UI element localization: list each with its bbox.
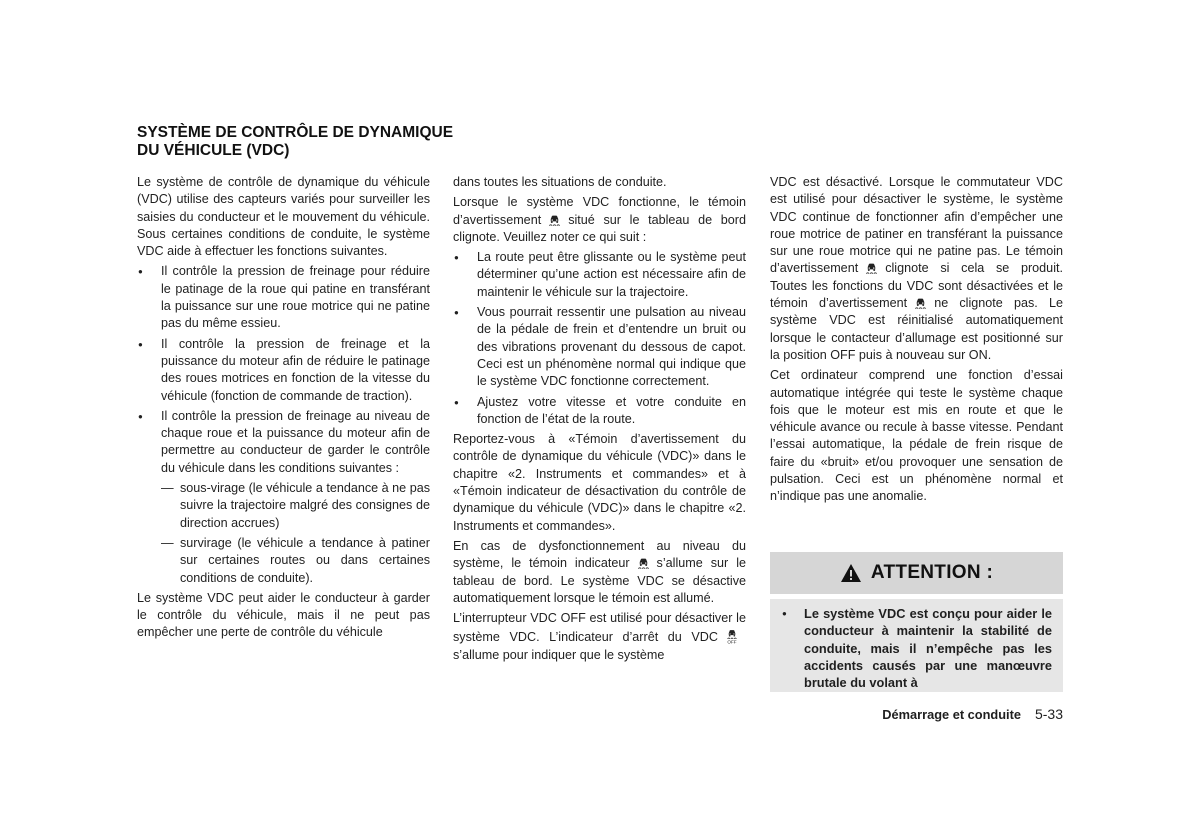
text-run: ne clignote pas. Le système VDC est réinitialisé automatiquement lorsque le contacteur d’allumage est positionné sur la position OFF puis à nouveau sur ON.: [770, 296, 1063, 362]
list-item: ● Il contrôle la pression de freinage pour réduire le patinage de la roue qui patine en transférant la puissance sur une roue motrice qui ne patine pas du même essieu.: [137, 263, 430, 332]
page-number: 5-33: [1034, 706, 1063, 722]
text-run: L’interrupteur VDC OFF est utilisé pour désactiver le système VDC. L’indicateur d’arrêt du VDC: [453, 611, 746, 645]
attention-title: ATTENTION :: [870, 562, 994, 583]
text-run: s’allume pour indiquer que le système: [453, 647, 665, 662]
list-item: ● Ajustez votre vitesse et votre conduite en fonction de l’état de la route.: [453, 394, 746, 429]
paragraph: Cet ordinateur comprend une fonction d’essai automatique intégrée qui teste le système chaque fois que le moteur est mis en route et que le véhicule avance ou recule à basse vitesse. Pendant l’essai automatique, la pédale de frein risque de faire du «bruit» et/ou provoquer une sensation de pulsation. Ceci est un phénomène normal et n’indique pas une anomalie.: [770, 368, 1063, 504]
paragraph: [453, 610, 746, 664]
attention-item: ● Le système VDC est conçu pour aider le conducteur à maintenir la stabilité de conduite, mais il n’empêche pas les accidents causés par une manœuvre brutale du volant à: [781, 605, 1052, 691]
list-item: ● La route peut être glissante ou le système peut déterminer qu’une action est nécessaire afin de maintenir le véhicule sur la trajectoire.: [453, 249, 746, 301]
attention-box: [770, 552, 1063, 692]
attention-header: [770, 552, 1063, 594]
list-item: ● Il contrôle la pression de freinage au niveau de chaque roue et la puissance du moteur afin de permettre au conducteur de garder le contrôle du véhicule dans les conditions suivantes :: [137, 408, 430, 477]
text-run: s’allume sur le tableau de bord. Le système VDC se désactive automatiquement lorsque le témoin est allumé.: [453, 556, 746, 605]
dash-item: — survirage (le véhicule a tendance à patiner sur certaines routes ou dans certaines conditions de conduite).: [137, 535, 430, 587]
paragraph: dans toutes les situations de conduite.: [453, 175, 667, 189]
closing-paragraph: Le système VDC peut aider le conducteur à garder le contrôle du véhicule, mais il ne peut pas empêcher une perte de contrôle du véhicule: [137, 590, 430, 640]
paragraph: Reportez-vous à «Témoin d’avertissement du contrôle de dynamique du véhicule (VDC)» dans le chapitre «2. Instruments et commandes» et à «Témoin indicateur de désactivation du contrôle de dynamique du véhicule (VDC)» dans le chapitre «2. Instruments et commandes».: [453, 432, 746, 533]
notice-list: [453, 249, 746, 428]
page-footer: [882, 706, 1063, 722]
paragraph: [453, 538, 746, 607]
vdc-slip-indicator-icon: [913, 295, 928, 310]
intro-paragraph: Le système de contrôle de dynamique du véhicule (VDC) utilise des capteurs variés pour surveiller les saisies du conducteur et le mouvement du véhicule. Sous certaines conditions de conduite, le système VDC aide à effectuer les fonctions suivantes.: [137, 175, 430, 259]
column-1: [137, 174, 430, 645]
text-run: VDC est désactivé. Lorsque le commutateur VDC est utilisé pour désactiver le système, le système VDC continue de fonctionner afin d’empêcher une roue motrice de patiner en transférant la puissance sur une roue motrice qui ne patine pas. Le témoin d’avertissement: [770, 175, 1063, 276]
text-run: En cas de dysfonctionnement au niveau du système, le témoin indicateur: [453, 538, 746, 571]
list-item: ● Vous pourrait ressentir une pulsation au niveau de la pédale de frein et d’entendre un bruit ou des vibrations provenant du dessous de capot. Ceci est un phénomène normal qui indique que le système VDC fonctionne correctement.: [453, 304, 746, 390]
vdc-off-indicator-icon: [724, 627, 740, 644]
paragraph: [770, 174, 1063, 364]
vdc-slip-indicator-icon: [636, 555, 651, 570]
page-title: SYSTÈME DE CONTRÔLE DE DYNAMIQUE DU VÉHICULE (VDC): [137, 124, 454, 159]
vdc-off-label: OFF: [727, 640, 737, 645]
attention-body: [770, 599, 1063, 692]
text-run: clignote si cela se produit. Toutes les fonctions du VDC sont désactivées et le témoin d’avertissement: [770, 261, 1063, 311]
column-3: [770, 174, 1063, 509]
list-item: ● Il contrôle la pression de freinage et la puissance du moteur afin de réduire le patinage des roues motrices en fonction de la vitesse du véhicule (fonction de commande de traction).: [137, 336, 430, 405]
vdc-slip-indicator-icon: [547, 212, 562, 227]
vdc-slip-indicator-icon: [864, 260, 879, 275]
column-2: [453, 174, 746, 667]
text-run: Lorsque le système VDC fonctionne, le témoin d’avertissement: [453, 195, 746, 227]
function-list: [137, 263, 430, 586]
warning-triangle-icon: [840, 563, 862, 583]
text-run: situé sur le tableau de bord clignote. Veuillez noter ce qui suit :: [453, 212, 746, 244]
dash-item: — sous-virage (le véhicule a tendance à ne pas suivre la trajectoire malgré des consignes de direction accrues): [137, 480, 430, 532]
paragraph: [453, 194, 746, 246]
footer-section-title: Démarrage et conduite: [882, 707, 1021, 722]
